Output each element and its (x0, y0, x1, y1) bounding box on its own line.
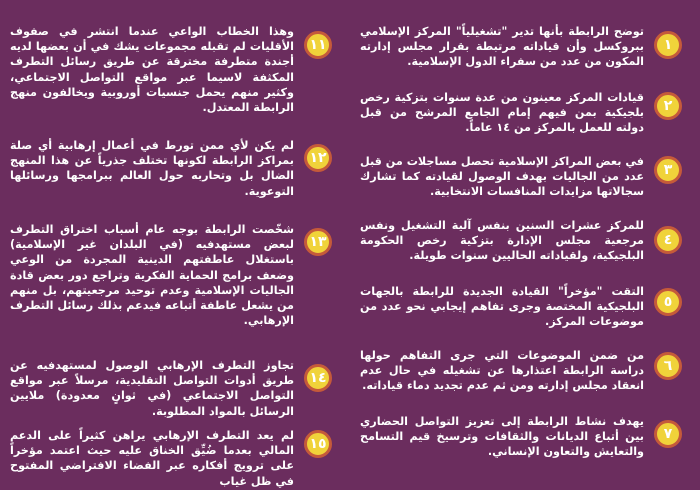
point-text: توضح الرابطة بأنها تدير "تشغيلياً" المركز الإسلامي ببروكسل وأن قياداته مرتبطة بقرار مجلس إدارته المكون من عدد من سفراء الدول الإسلامية. (360, 25, 644, 69)
point-text: شخّصت الرابطة بوجه عام أسباب اختراق التطرف لبعض مستهدفيه (في البلدان غير الإسلامية) باستغلال عاطفتهم الدينية المجردة من الوعي وضعف برامج الحماية الفكرية وتراجع دور بعض قادة الجاليات الإسلامية وعدم توحيد مرجعيتهم، بل منهم من يشعل عاطفة أتباعه فيدعم بذلك رسائل التطرف الإرهابي. (10, 223, 294, 328)
point-text: تجاوز التطرف الإرهابي الوصول لمستهدفيه عن طريق أدوات التواصل التقليدية، مرسلاً عبر مواقع التواصل الاجتماعي (في ثوانٍ معدودة) ملايين الرسائل بالمواد المطلوبة. (10, 359, 294, 418)
number-badge: ١٣ (304, 228, 332, 256)
right-column (350, 0, 700, 490)
point-text: من ضمن الموضوعات التي جرى التفاهم حولها دراسة الرابطة اعتذارها عن تشغيله في حال عدم انعقاد مجلس إدارته ومن ثم عدم تجديد دماء قياداته. (360, 349, 644, 393)
point-text: يهدف نشاط الرابطة إلى تعزيز التواصل الحضاري بين أتباع الديانات والثقافات وترسيخ قيم التسامح والتعايش والتعاون الإنساني. (360, 415, 644, 459)
point-text: للمركز عشرات السنين بنفس آلية التشغيل ونفس مرجعية مجلس الإدارة بتزكية رخص الحكومة البلجيكية، ولقياداته الحاليين سنوات طويلة. (360, 219, 644, 263)
number-badge: ٦ (654, 352, 682, 380)
point-text: قيادات المركز معينون من عدة سنوات بتزكية رخص بلجيكية بمن فيهم إمام الجامع المرشح من قبل دولته للعمل بالمركز من ١٤ عاماً. (360, 91, 644, 135)
point-text: لم يكن لأي ممن تورط في أعمال إرهابية أي صلة بمراكز الرابطة لكونها تختلف جذرياً عن هذا المنهج الضال بل وتحاربه حول العالم ببرامجها ورسائلها التوعوية. (10, 139, 294, 198)
point-text: في بعض المراكز الإسلامية تحصل مساجلات من قبل عدد من الجاليات بهدف الوصول لقيادته كما تشارك سجالاتها مزايدات المنافسات الانتخابية. (360, 155, 644, 199)
point-text: لم يعد التطرف الإرهابي يراهن كثيراً على الدعم المالي بعدما ضُيِّق الخناق عليه حيث اعتمد مؤخراً على ترويج أفكاره عبر الفضاء الافتراضي المفتوح في ظل غياب (10, 429, 294, 488)
number-badge: ٥ (654, 288, 682, 316)
point-text: التقت "مؤخراً" القيادة الجديدة للرابطة بالجهات البلجيكية المختصة وجرى تفاهم إيجابي نحو عدد من موضوعات المركز. (360, 285, 644, 329)
point-text: وهذا الخطاب الواعي عندما انتشر في صفوف الأقليات لم تقبله مجموعات يشك في أن بعضها لديه أجندة متطرفة مخترقة عن طريق رسائل التطرف المكثفة لاسيما عبر مواقع التواصل الاجتماعي، وكثير منهم يحمل جنسيات أوروبية ويخالفون منهج الرابطة المعتدل. (10, 25, 294, 115)
number-badge: ١٤ (304, 364, 332, 392)
number-badge: ٤ (654, 226, 682, 254)
number-badge: ٧ (654, 420, 682, 448)
number-badge: ٢ (654, 92, 682, 120)
number-badge: ١ (654, 31, 682, 59)
number-badge: ٣ (654, 156, 682, 184)
number-badge: ١١ (304, 31, 332, 59)
number-badge: ١٢ (304, 144, 332, 172)
number-badge: ١٥ (304, 430, 332, 458)
